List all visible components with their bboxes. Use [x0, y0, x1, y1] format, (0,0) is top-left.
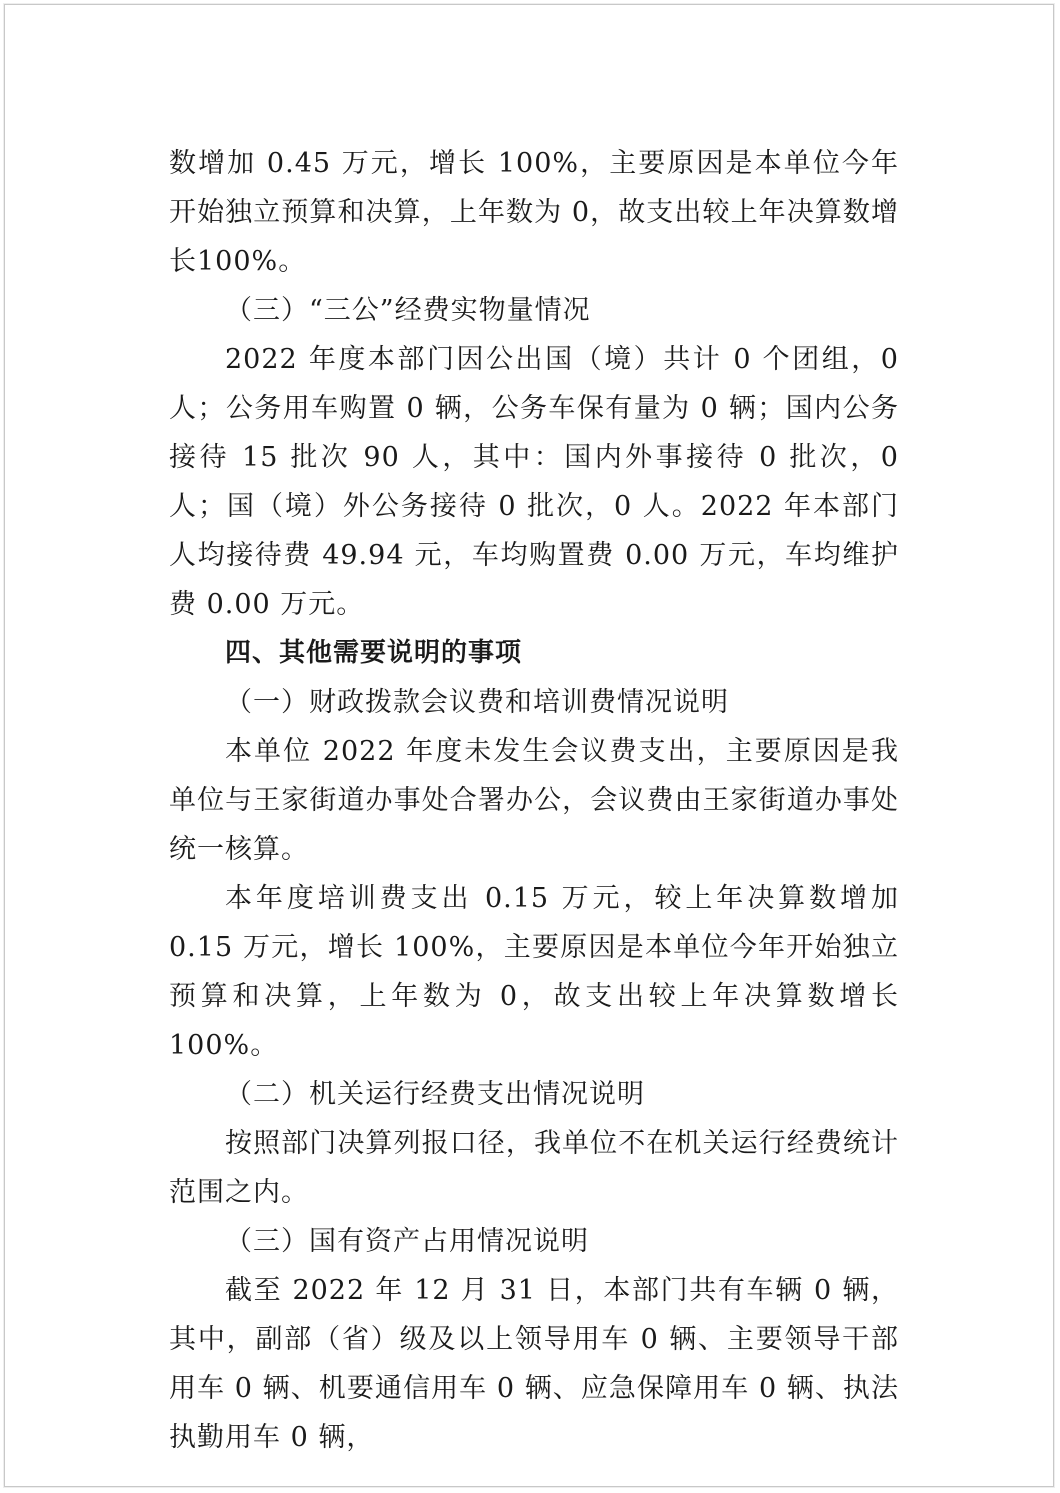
- heading-operation-expenses: （二）机关运行经费支出情况说明: [225, 1079, 645, 1110]
- paragraph-training-fees: 本年度培训费支出 0.15 万元，较上年决算数增加 0.15 万元，增长 100%，主要原因是本单位今年开始独立预算和决算，上年数为 0，故支出较上年决算数增长 100%。: [169, 883, 899, 1061]
- document-page: [4, 4, 1054, 1487]
- paragraph-sangong-details: 2022 年度本部门因公出国（境）共计 0 个团组，0 人；公务用车购置 0 辆，公务车保有量为 0 辆；国内公务接待 15 批次 90 人，其中：国内外事接待 0 批次，0 人；国（境）外公务接待 0 批次，0 人。2022 年本部门人均接待费 49.94 元，车均购置费 0.00 万元，车均维护费 0.00 万元。: [169, 344, 899, 620]
- heading-meeting-training-fees: （一）财政拨款会议费和培训费情况说明: [225, 687, 729, 718]
- paragraph-operation-expenses: 按照部门决算列报口径，我单位不在机关运行经费统计范围之内。: [169, 1128, 899, 1208]
- heading-state-assets: （三）国有资产占用情况说明: [225, 1226, 589, 1257]
- paragraph-meeting-fees: 本单位 2022 年度未发生会议费支出，主要原因是我单位与王家街道办事处合署办公，会议费由王家街道办事处统一核算。: [169, 736, 899, 865]
- document-body: [169, 139, 899, 1462]
- paragraph-state-assets: 截至 2022 年 12 月 31 日，本部门共有车辆 0 辆，其中，副部（省）级及以上领导用车 0 辆、主要领导干部用车 0 辆、机要通信用车 0 辆、应急保障用车 0 辆、执法执勤用车 0 辆，: [169, 1275, 899, 1453]
- paragraph-expense-growth: 数增加 0.45 万元，增长 100%，主要原因是本单位今年开始独立预算和决算，上年数为 0，故支出较上年决算数增长100%。: [169, 148, 899, 277]
- heading-other-matters: 四、其他需要说明的事项: [225, 638, 523, 668]
- heading-sangong-physical-quantity: （三）“三公”经费实物量情况: [225, 295, 591, 326]
